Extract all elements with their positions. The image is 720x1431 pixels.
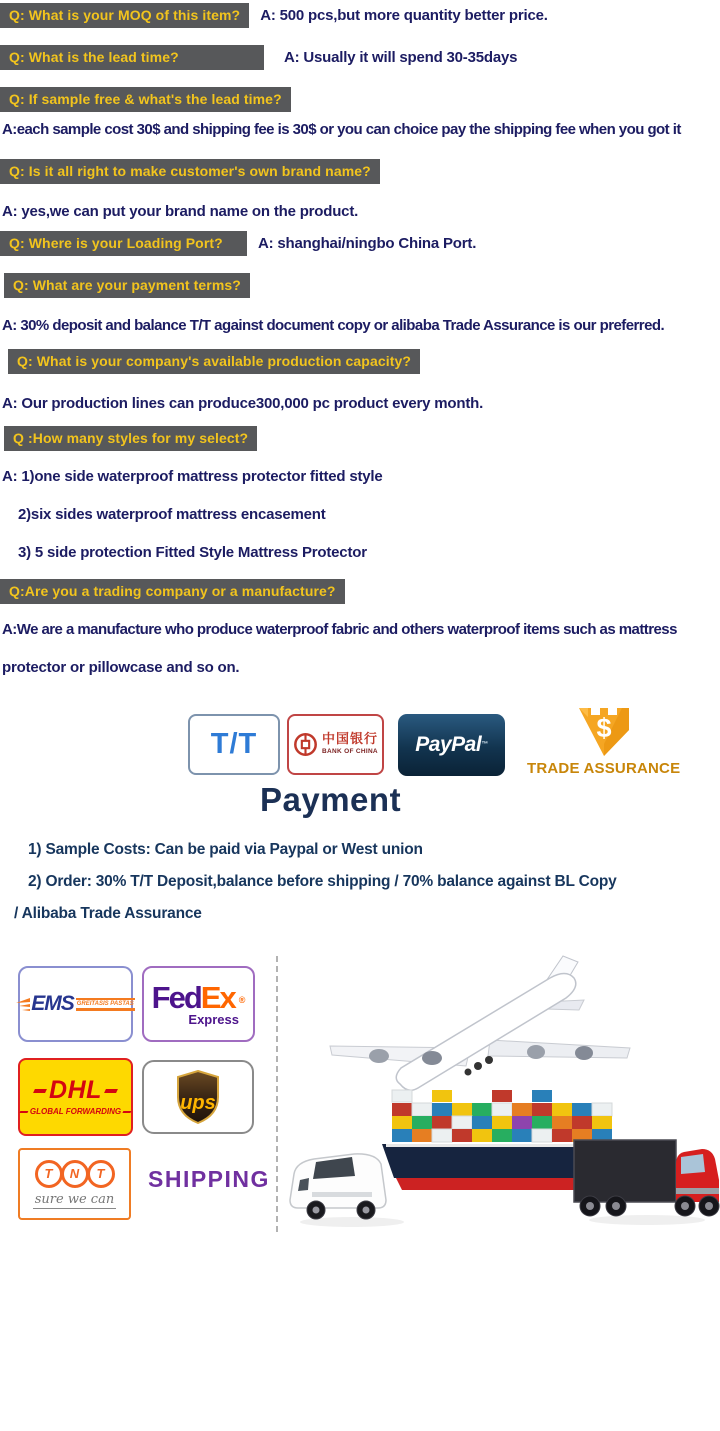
- faq-row-styles: [0, 426, 720, 451]
- ems-label: EMS: [31, 992, 74, 1015]
- faq-answer-payment-terms: A: 30% deposit and balance T/T against document copy or alibaba Trade Assurance is our preferred.: [2, 317, 665, 334]
- faq-row-port: [0, 231, 720, 256]
- dhl-tagline-left-stripe: [20, 1111, 29, 1113]
- tnt-tagline: sure we can: [34, 1191, 115, 1207]
- ems-bottom-bar: [76, 1008, 135, 1011]
- faq-row-moq: [0, 3, 720, 28]
- ups-logo: [142, 1060, 254, 1134]
- faq-answer-styles-2: 2)six sides waterproof mattress encasement: [18, 506, 326, 523]
- faq-question-sample: Q: If sample free & what's the lead time?: [0, 87, 291, 112]
- ems-logo-row: [16, 992, 135, 1016]
- paypal-logo: [398, 714, 505, 776]
- bank-of-china-en-label: BANK OF CHINA: [322, 748, 378, 756]
- faq-row-lead-time: [0, 45, 720, 70]
- payment-note-2: 2) Order: 30% T/T Deposit,balance before shipping / 70% balance against BL Copy: [28, 873, 617, 890]
- bank-of-china-logo: [287, 714, 384, 775]
- dhl-wordmark: [34, 1078, 117, 1103]
- ems-wing-icon: [16, 997, 31, 1011]
- faq-row-payment-terms: [0, 273, 720, 298]
- trade-assurance-shield-icon: [575, 706, 633, 758]
- dhl-left-stripe: [33, 1089, 47, 1093]
- fedex-ex-label: Ex: [200, 980, 235, 1015]
- faq-answer-capacity: A: Our production lines can produce300,000 pc product every month.: [2, 395, 484, 412]
- faq-question-brand: Q: Is it all right to make customer's own brand name?: [0, 159, 380, 184]
- ups-shield-icon: [175, 1070, 221, 1124]
- dhl-right-stripe: [104, 1089, 118, 1093]
- tnt-letter-2: N: [61, 1160, 89, 1188]
- ems-tagline-wrap: [76, 998, 135, 1011]
- faq-answer-moq: A: 500 pcs,but more quantity better price.: [260, 7, 548, 24]
- faq-answer-lead-time: A: Usually it will spend 30-35days: [284, 49, 518, 66]
- fedex-logo: [142, 966, 255, 1042]
- faq-question-capacity: Q: What is your company's available production capacity?: [8, 349, 420, 374]
- tt-label: T/T: [210, 728, 258, 760]
- payment-note-1: 1) Sample Costs: Can be paid via Paypal or West union: [28, 841, 423, 858]
- paypal-tm: ™: [481, 741, 488, 748]
- faq-row-sample: [0, 87, 720, 112]
- tnt-letter-3: T: [87, 1160, 115, 1188]
- faq-row-manufacture: [0, 579, 720, 604]
- ems-tagline: GREITASIS PAŠTAS: [76, 1001, 134, 1007]
- faq-answer-port: A: shanghai/ningbo China Port.: [258, 235, 477, 252]
- payment-note-3: / Alibaba Trade Assurance: [14, 905, 202, 922]
- dhl-tagline-right-stripe: [123, 1111, 132, 1113]
- faq-question-styles: Q :How many styles for my select?: [4, 426, 257, 451]
- faq-answer-styles-3: 3) 5 side protection Fitted Style Mattress Protector: [18, 544, 367, 561]
- fedex-wordmark: [152, 982, 246, 1013]
- faq-row-brand: [0, 159, 720, 184]
- cargo-plane-image: [330, 956, 630, 1090]
- faq-row-capacity: [0, 349, 720, 374]
- dhl-tagline: GLOBAL FORWARDING: [29, 1107, 122, 1116]
- dhl-tagline-row: [20, 1107, 131, 1116]
- tnt-letter-1: T: [35, 1160, 63, 1188]
- tt-payment-logo: [188, 714, 280, 775]
- transport-montage-image: [282, 948, 720, 1238]
- faq-question-payment-terms: Q: What are your payment terms?: [4, 273, 250, 298]
- faq-question-manufacture: Q:Are you a trading company or a manufacture?: [0, 579, 345, 604]
- bank-of-china-cn-label: 中国银行: [321, 732, 378, 748]
- shipping-label: SHIPPING: [148, 1166, 270, 1192]
- faq-question-moq: Q: What is your MOQ of this item?: [0, 3, 249, 28]
- faq-answer-manufacture-2: protector or pillowcase and so on.: [2, 659, 240, 676]
- bank-of-china-text: [322, 733, 378, 756]
- dashed-divider: [276, 956, 278, 1232]
- fedex-express-label: Express: [188, 1012, 239, 1027]
- payment-heading: Payment: [260, 781, 402, 818]
- tnt-circles-icon: [36, 1160, 114, 1188]
- faq-answer-brand: A: yes,we can put your brand name on the product.: [2, 203, 359, 220]
- truck-image: [574, 1140, 719, 1216]
- paypal-label: PayPal: [415, 732, 482, 756]
- tnt-logo: [18, 1148, 131, 1220]
- bank-of-china-emblem-icon: [293, 732, 318, 757]
- delivery-van-image: [290, 1154, 386, 1219]
- payment-logo-row: [188, 712, 680, 777]
- fedex-reg-mark: ®: [238, 995, 246, 1005]
- faq-question-lead-time: Q: What is the lead time?: [0, 45, 264, 70]
- faq-answer-sample: A:each sample cost 30$ and shipping fee is 30$ or you can choice pay the shipping fee when you got it: [2, 121, 681, 138]
- trade-assurance-label: TRADE ASSURANCE: [527, 760, 681, 777]
- faq-answer-manufacture-1: A:We are a manufacture who produce waterproof fabric and others waterproof items such as mattress: [2, 621, 677, 638]
- ems-logo: [18, 966, 133, 1042]
- ups-label: ups: [180, 1092, 216, 1114]
- svg-text:$: $: [596, 713, 612, 743]
- dhl-logo: [18, 1058, 133, 1136]
- faq-answer-styles-1: A: 1)one side waterproof mattress protector fitted style: [2, 468, 383, 485]
- faq-question-port: Q: Where is your Loading Port?: [0, 231, 247, 256]
- trade-assurance-logo: [527, 706, 680, 777]
- dhl-label: DHL: [49, 1076, 102, 1104]
- fedex-fed-label: Fed: [151, 980, 201, 1015]
